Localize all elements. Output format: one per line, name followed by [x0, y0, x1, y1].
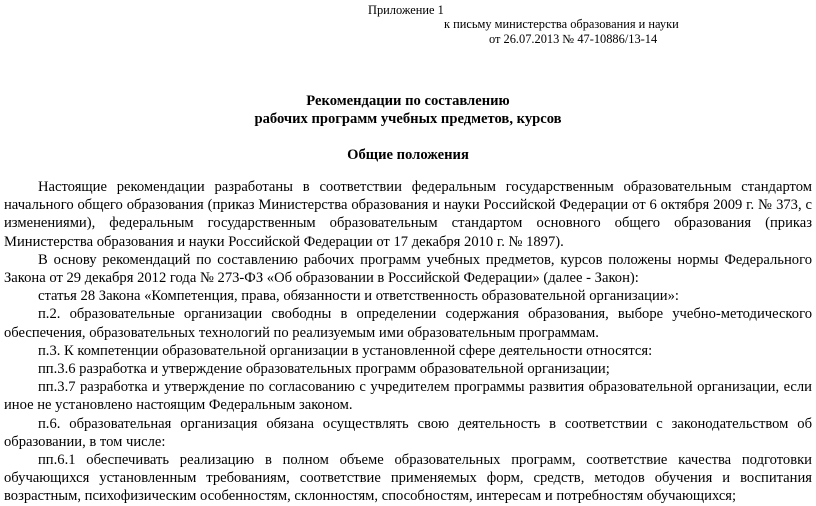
appendix-letter-reference: к письму министерства образования и науки [444, 17, 679, 31]
paragraph: п.6. образовательная организация обязана осуществлять свою деятельность в соответствии с законодательством об образовании, в том числе: [4, 415, 812, 450]
appendix-letter-date-number: от 26.07.2013 № 47-10886/13-14 [489, 32, 658, 46]
paragraph: Настоящие рекомендации разработаны в соответствии федеральным государственным образовательным стандартом начального общего образования (приказ Министерства образования и науки Российской Федерации от 6 октября 2009 г. № 373, с изменениями), федеральным государственным образовательным стандартом основного общего образования (приказ Министерства образования и науки Российской Федерации от 17 декабря 2010 г. № 1897). [4, 179, 812, 250]
document-body [4, 178, 812, 506]
section-title: Общие положения [347, 147, 469, 163]
paragraph: п.3. К компетенции образовательной организации в установленной сфере деятельности относятся: [38, 342, 653, 359]
paragraph: пп.3.7 разработка и утверждение по согласованию с учредителем программы развития образовательной организации, если иное не установлено настоящим Федеральным законом. [4, 379, 812, 414]
paragraph: В основу рекомендаций по составлению рабочих программ учебных предметов, курсов положены нормы Федерального Закона от 29 декабря 2012 года № 273-ФЗ «Об образовании в Российской Федерации» (далее - Закон): [4, 251, 812, 287]
paragraph: статья 28 Закона «Компетенция, права, обязанности и ответственность образовательной организации»: [38, 288, 679, 305]
document-title-line-2: рабочих программ учебных предметов, курсов [254, 111, 562, 127]
paragraph: п.2. образовательные организации свободны в определении содержания образования, выборе учебно-методического обеспечения, образовательных технологий по реализуемым ими образовательным программам. [4, 306, 812, 341]
paragraph: пп.6.1 обеспечивать реализацию в полном объеме образовательных программ, соответствие качества подготовки обучающихся установленным требованиям, соответствие применяемых форм, средств, методов обучения и воспитания возрастным, психофизическим особенностям, склонностям, способностям, интересам и потребностям обучающихся; [4, 452, 812, 505]
document-title-line-1: Рекомендации по составлению [306, 93, 510, 109]
paragraph: пп.3.6 разработка и утверждение образовательных программ образовательной организации; [38, 361, 610, 378]
appendix-label: Приложение 1 [368, 3, 444, 17]
